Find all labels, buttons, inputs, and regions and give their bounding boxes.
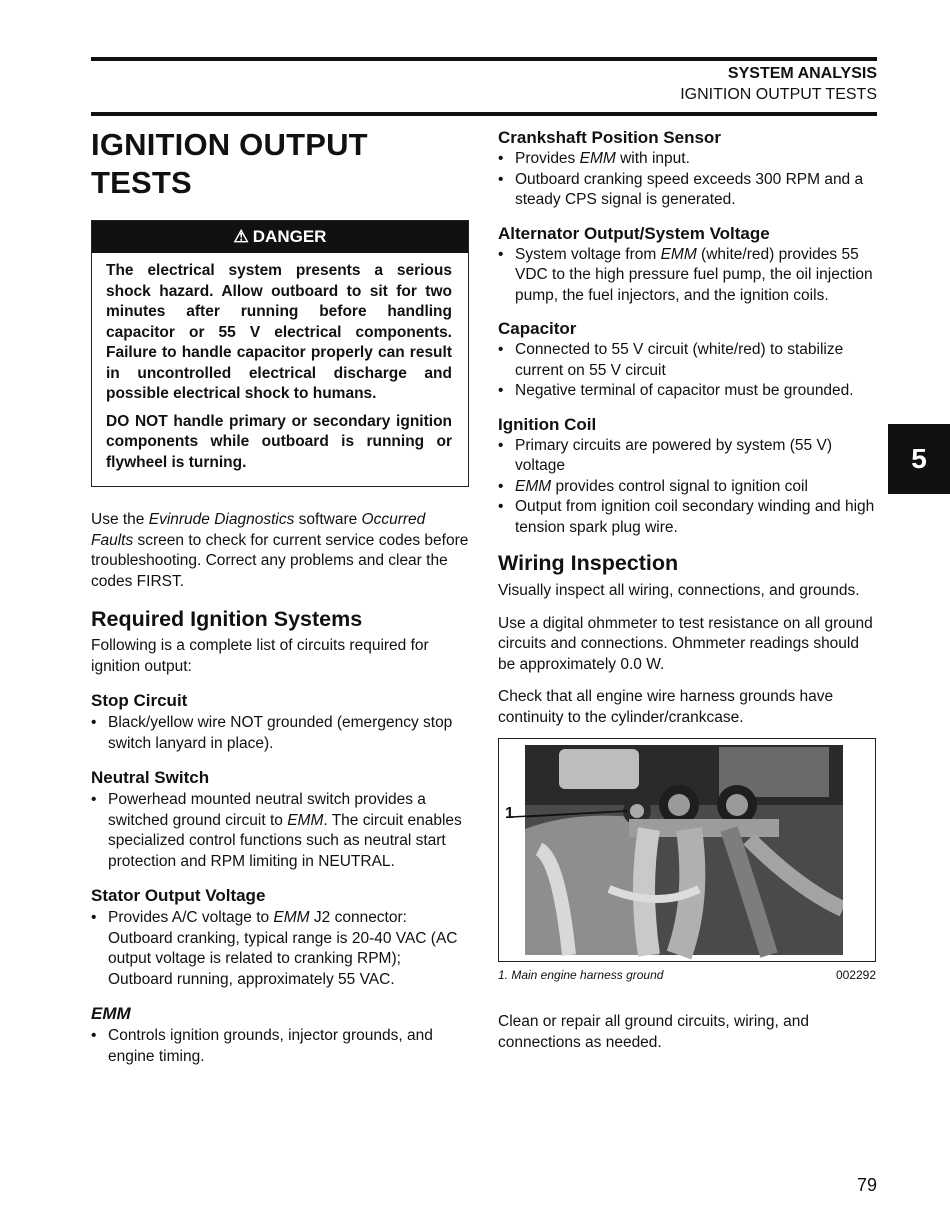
list-item: • Controls ignition grounds, injector grounds, and engine timing.	[91, 1026, 469, 1067]
list-item: • Provides EMM with input.	[498, 149, 878, 170]
engine-photo-illustration	[499, 739, 875, 961]
callout-number: 1	[505, 805, 514, 822]
danger-header	[92, 221, 468, 253]
ignition-coil-list	[498, 436, 878, 539]
alternator-list	[498, 245, 878, 307]
wiring-paragraph-4: Clean or repair all ground circuits, wiring, and connections as needed.	[498, 1013, 810, 1051]
page-title: IGNITION OUTPUT TESTS	[91, 127, 368, 200]
intro-paragraph: Use the Evinrude Diagnostics software Occurred Faults screen to check for current service codes before troubleshooting. Correct any problems and clear the codes FIRST.	[91, 511, 469, 590]
page-number: 79	[856, 1175, 877, 1195]
emm-heading: EMM	[91, 1004, 131, 1023]
danger-box	[91, 220, 469, 487]
emm-list	[91, 1026, 469, 1067]
neutral-switch-heading: Neutral Switch	[91, 768, 210, 787]
danger-body	[92, 253, 468, 486]
required-heading: Required Ignition Systems	[91, 607, 363, 631]
alternator-heading: Alternator Output/System Voltage	[498, 223, 770, 243]
danger-label: DANGER	[252, 227, 327, 246]
list-item: • System voltage from EMM (white/red) provides 55 VDC to the high pressure fuel pump, the oil injection pump, the fuel injectors, and the ignition coils.	[498, 245, 878, 307]
list-item: • Negative terminal of capacitor must be grounded.	[498, 381, 878, 402]
stop-circuit-list	[91, 713, 469, 754]
stator-heading: Stator Output Voltage	[91, 886, 266, 905]
capacitor-list	[498, 340, 878, 402]
list-item: • Primary circuits are powered by system (55 V) voltage	[498, 436, 878, 477]
capacitor-heading: Capacitor	[498, 319, 577, 338]
header-rule	[91, 112, 877, 116]
figure-caption-row	[498, 968, 876, 986]
danger-paragraph-1: The electrical system presents a serious shock hazard. Allow outboard to sit for two minutes after running before handling capacitor or 55 V electrical components. Failure to handle capacitor properly can result in uncontrolled electrical discharge and possible electrical shock to humans.	[106, 262, 452, 402]
wiring-paragraph-3: Check that all engine wire harness grounds have continuity to the cylinder/crankcase.	[498, 688, 834, 726]
stop-circuit-heading: Stop Circuit	[91, 691, 188, 710]
wiring-heading: Wiring Inspection	[498, 551, 679, 575]
harness-ground-photo	[498, 738, 876, 962]
top-rule	[91, 57, 877, 61]
danger-paragraph-2: DO NOT handle primary or secondary ignition components while outboard is running or flywheel is turning.	[106, 412, 452, 471]
left-column	[91, 126, 469, 1067]
chapter-tab: 5	[888, 424, 950, 494]
header-subsection: IGNITION OUTPUT TESTS	[680, 86, 877, 103]
neutral-switch-list	[91, 790, 469, 872]
list-item: • Provides A/C voltage to EMM J2 connector: Outboard cranking, typical range is 20-40 VAC (AC output voltage is related to cranking RPM); Outboard running, approximately 55 VAC.	[91, 908, 469, 990]
list-item: • Black/yellow wire NOT grounded (emergency stop switch lanyard in place).	[91, 713, 469, 754]
header-section: SYSTEM ANALYSIS	[727, 65, 877, 82]
right-column	[498, 128, 878, 1053]
wiring-paragraph-2: Use a digital ohmmeter to test resistance on all ground circuits and connections. Ohmmeter readings should be approximately 0.0 W.	[498, 614, 873, 673]
required-text: Following is a complete list of circuits required for ignition output:	[91, 637, 429, 675]
list-item: • Output from ignition coil secondary winding and high tension spark plug wire.	[498, 497, 878, 538]
ignition-coil-heading: Ignition Coil	[498, 414, 597, 434]
list-item: • EMM provides control signal to ignition coil	[498, 477, 878, 498]
stator-list	[91, 908, 469, 990]
figure-caption: 1. Main engine harness ground	[498, 968, 664, 982]
list-item: • Outboard cranking speed exceeds 300 RPM and a steady CPS signal is generated.	[498, 170, 878, 211]
crankshaft-heading: Crankshaft Position Sensor	[498, 128, 721, 147]
crankshaft-list	[498, 149, 878, 211]
wiring-paragraph-1: Visually inspect all wiring, connections, and grounds.	[498, 582, 860, 599]
list-item: • Connected to 55 V circuit (white/red) to stabilize current on 55 V circuit	[498, 340, 878, 381]
list-item: • Powerhead mounted neutral switch provides a switched ground circuit to EMM. The circuit enables specialized control functions such as neutral start protection and RPM limiting in NEUTRAL.	[91, 790, 469, 872]
warning-triangle-icon: ⚠	[233, 227, 249, 246]
figure-code: 002292	[835, 968, 876, 982]
